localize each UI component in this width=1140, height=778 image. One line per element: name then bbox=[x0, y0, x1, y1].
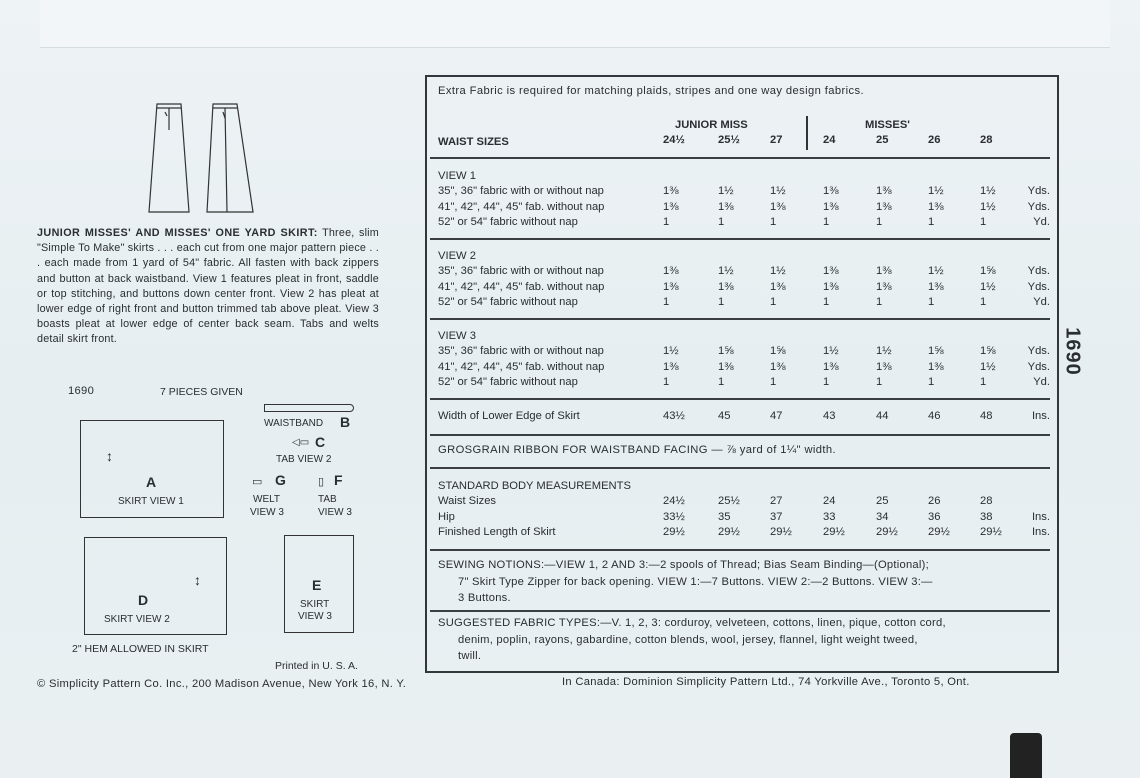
divider bbox=[430, 318, 1050, 320]
cell-value: 1⅜ bbox=[718, 200, 734, 213]
cell-value: 29½ bbox=[770, 526, 792, 538]
cell-value: 1½ bbox=[718, 265, 734, 277]
piece-a-letter: A bbox=[146, 474, 157, 490]
cell-value: 1 bbox=[718, 216, 725, 228]
fabric-types-line: denim, poplin, rayons, gabardine, cotton blends, wool, jersey, flannel, light weight tweed, bbox=[458, 633, 918, 646]
row-unit: Yd. bbox=[1033, 376, 1050, 388]
cell-value: 1 bbox=[980, 376, 987, 388]
cell-value: 1⅜ bbox=[770, 280, 786, 293]
divider bbox=[430, 398, 1050, 400]
size-header: 26 bbox=[928, 134, 941, 146]
cell-value: 1 bbox=[718, 376, 725, 388]
row-unit: Yd. bbox=[1033, 296, 1050, 308]
cell-value: 29½ bbox=[928, 526, 950, 538]
cell-value: 1⅜ bbox=[876, 265, 892, 277]
waist-sizes-label: WAIST SIZES bbox=[438, 136, 509, 148]
row-label: 41", 42", 44", 45" fab. without nap bbox=[438, 280, 605, 293]
welt-shape-icon: ▭ bbox=[252, 476, 263, 488]
cell-value: 1⅜ bbox=[663, 265, 679, 277]
piece-c-label: TAB VIEW 2 bbox=[276, 454, 332, 465]
sewing-notions-line: 3 Buttons. bbox=[458, 592, 511, 604]
row-unit: Yds. bbox=[1027, 360, 1050, 373]
cell-value: 1½ bbox=[770, 185, 786, 197]
cell-value: 1½ bbox=[928, 185, 944, 197]
cell-value: 1⅜ bbox=[718, 360, 734, 373]
row-label: Hip bbox=[438, 510, 455, 523]
row-label: 35", 36" fabric with or without nap bbox=[438, 265, 604, 277]
cell-value: 29½ bbox=[823, 526, 845, 538]
row-unit: Yds. bbox=[1027, 265, 1050, 277]
cell-value: 44 bbox=[876, 410, 889, 422]
tab-shape-icon: ◁▭ bbox=[292, 437, 310, 448]
cell-value: 1 bbox=[770, 296, 777, 308]
cell-value: 45 bbox=[718, 410, 731, 422]
row-label: Width of Lower Edge of Skirt bbox=[438, 410, 580, 422]
size-header: 25½ bbox=[718, 134, 740, 146]
cell-value: 1½ bbox=[928, 265, 944, 277]
cell-value: 1⅝ bbox=[980, 345, 996, 357]
cell-value: 1½ bbox=[770, 265, 786, 277]
cell-value: 1½ bbox=[718, 185, 734, 197]
cell-value: 1 bbox=[663, 216, 670, 228]
description-body: Three, slim "Simple To Make" skirts . . . each cut from one major pattern piece . . . each made from 1 yard of 54" fabric. All fasten with back zippers and button at back waistband. View 1 features pleat in front, saddle or top stitching, and buttons down center front. View 2 has pleat at lower edge of right front and button trimmed tab above pleat. View 3 boasts pleat at lower edge of center back seam. Tabs and welts detail skirt front. bbox=[37, 227, 379, 346]
cell-value: 1⅜ bbox=[928, 200, 944, 213]
grainline-arrow-icon: ↕ bbox=[106, 448, 113, 464]
cell-value: 1 bbox=[980, 216, 987, 228]
cell-value: 1⅝ bbox=[770, 345, 786, 357]
cell-value: 1⅜ bbox=[663, 200, 679, 213]
cell-value: 1⅜ bbox=[718, 280, 734, 293]
row-unit: Ins. bbox=[1031, 526, 1050, 538]
row-unit: Yd. bbox=[1033, 216, 1050, 228]
cell-value: 46 bbox=[928, 410, 941, 422]
cell-value: 1⅜ bbox=[663, 280, 679, 293]
cell-value: 29½ bbox=[876, 526, 898, 538]
cell-value: 1 bbox=[876, 296, 883, 308]
row-unit: Ins. bbox=[1031, 410, 1050, 422]
cell-value: 25 bbox=[876, 495, 889, 507]
size-header: 25 bbox=[876, 134, 889, 146]
row-label: Waist Sizes bbox=[438, 495, 497, 507]
piece-c-letter: C bbox=[315, 434, 326, 450]
row-label: 41", 42", 44", 45" fab. without nap bbox=[438, 360, 605, 373]
cell-value: 1 bbox=[770, 216, 777, 228]
cell-value: 1⅜ bbox=[928, 360, 944, 373]
cell-value: 1 bbox=[876, 376, 883, 388]
cell-value: 1½ bbox=[980, 185, 996, 197]
cell-value: 1 bbox=[770, 376, 777, 388]
envelope-tab bbox=[1010, 733, 1042, 778]
envelope-flap bbox=[40, 0, 1110, 48]
cell-value: 1½ bbox=[876, 345, 892, 357]
cell-value: 1 bbox=[980, 296, 987, 308]
sewing-notions-line: SEWING NOTIONS:—VIEW 1, 2 AND 3:—2 spools of Thread; Bias Seam Binding—(Optional); bbox=[438, 559, 929, 571]
cell-value: 1⅜ bbox=[663, 360, 679, 373]
cell-value: 1⅜ bbox=[876, 360, 892, 373]
piece-g-view: VIEW 3 bbox=[250, 507, 284, 518]
cell-value: 1½ bbox=[823, 345, 839, 357]
grainline-arrow-icon: ↕ bbox=[194, 572, 201, 588]
cell-value: 1⅜ bbox=[663, 185, 679, 197]
divider bbox=[430, 610, 1050, 612]
description-title: JUNIOR MISSES' AND MISSES' ONE YARD SKIRT: bbox=[37, 227, 318, 239]
piece-d-label: SKIRT VIEW 2 bbox=[104, 614, 170, 625]
piece-b-letter: B bbox=[340, 414, 351, 430]
cell-value: 26 bbox=[928, 495, 941, 507]
row-unit: Ins. bbox=[1031, 510, 1050, 523]
piece-f-letter: F bbox=[334, 472, 343, 488]
cell-value: 1½ bbox=[663, 345, 679, 357]
tab-f-shape-icon: ▯ bbox=[318, 476, 325, 488]
row-unit: Yds. bbox=[1027, 200, 1050, 213]
cell-value: 24½ bbox=[663, 495, 685, 507]
sewing-notions-line: 7" Skirt Type Zipper for back opening. VIEW 1:—7 Buttons. VIEW 2:—2 Buttons. VIEW 3:— bbox=[458, 575, 933, 588]
cell-value: 1 bbox=[663, 376, 670, 388]
skirt-illustration bbox=[145, 100, 260, 218]
header-note: Extra Fabric is required for matching plaids, stripes and one way design fabrics. bbox=[438, 85, 865, 97]
group-divider bbox=[806, 116, 808, 150]
grosgrain-note: GROSGRAIN RIBBON FOR WAISTBAND FACING — ⅞ yard of 1¼" width. bbox=[438, 444, 837, 456]
cell-value: 36 bbox=[928, 510, 941, 523]
side-pattern-number: 1690 bbox=[1061, 327, 1084, 376]
piece-f-view: VIEW 3 bbox=[318, 507, 352, 518]
divider bbox=[430, 238, 1050, 240]
cell-value: 1⅜ bbox=[770, 360, 786, 373]
cell-value: 1⅜ bbox=[823, 185, 839, 197]
printed-in: Printed in U. S. A. bbox=[275, 660, 358, 672]
canada-address: In Canada: Dominion Simplicity Pattern Ltd., 74 Yorkville Ave., Toronto 5, Ont. bbox=[562, 676, 970, 688]
pieces-given: 7 PIECES GIVEN bbox=[160, 386, 243, 398]
fabric-types-line: twill. bbox=[458, 650, 482, 662]
cell-value: 1½ bbox=[980, 360, 996, 373]
cell-value: 1 bbox=[928, 296, 935, 308]
cell-value: 38 bbox=[980, 510, 993, 523]
piece-d-letter: D bbox=[138, 592, 149, 608]
cell-value: 1⅜ bbox=[823, 200, 839, 213]
fabric-types-line: SUGGESTED FABRIC TYPES:—V. 1, 2, 3: corduroy, velveteen, cottons, linen, pique, cotton cord, bbox=[438, 617, 946, 629]
cell-value: 1 bbox=[823, 376, 830, 388]
divider bbox=[430, 467, 1050, 469]
row-unit: Yds. bbox=[1027, 345, 1050, 357]
cell-value: 35 bbox=[718, 510, 731, 523]
group-junior-miss: JUNIOR MISS bbox=[675, 119, 748, 131]
cell-value: 47 bbox=[770, 410, 783, 422]
cell-value: 1⅜ bbox=[876, 200, 892, 213]
row-unit: Yds. bbox=[1027, 185, 1050, 197]
row-label: Finished Length of Skirt bbox=[438, 526, 556, 538]
cell-value: 29½ bbox=[718, 526, 740, 538]
row-label: 41", 42", 44", 45" fab. without nap bbox=[438, 200, 605, 213]
piece-f-label: TAB bbox=[318, 494, 337, 505]
cell-value: 1⅝ bbox=[980, 265, 996, 277]
divider bbox=[430, 434, 1050, 436]
cell-value: 28 bbox=[980, 495, 993, 507]
cell-value: 33 bbox=[823, 510, 836, 523]
view-title: VIEW 3 bbox=[438, 330, 476, 342]
cell-value: 48 bbox=[980, 410, 993, 422]
cell-value: 29½ bbox=[663, 526, 685, 538]
cell-value: 1 bbox=[928, 216, 935, 228]
piece-e-letter: E bbox=[312, 577, 322, 593]
pattern-number: 1690 bbox=[68, 385, 95, 397]
cell-value: 37 bbox=[770, 510, 783, 523]
piece-b-label: WAISTBAND bbox=[264, 418, 324, 429]
piece-a-label: SKIRT VIEW 1 bbox=[118, 496, 184, 507]
cell-value: 1½ bbox=[980, 280, 996, 293]
cell-value: 33½ bbox=[663, 510, 685, 523]
row-label: 52" or 54" fabric without nap bbox=[438, 216, 578, 228]
cell-value: 34 bbox=[876, 510, 889, 523]
view-title: VIEW 2 bbox=[438, 250, 476, 262]
divider bbox=[430, 157, 1050, 159]
group-misses: MISSES' bbox=[865, 119, 910, 131]
cell-value: 1⅝ bbox=[928, 345, 944, 357]
row-label: 35", 36" fabric with or without nap bbox=[438, 345, 604, 357]
cell-value: 1⅜ bbox=[823, 280, 839, 293]
cell-value: 1½ bbox=[980, 200, 996, 213]
row-unit: Yds. bbox=[1027, 280, 1050, 293]
copyright: © Simplicity Pattern Co. Inc., 200 Madison Avenue, New York 16, N. Y. bbox=[37, 678, 407, 690]
cell-value: 1⅜ bbox=[876, 280, 892, 293]
hem-note: 2" HEM ALLOWED IN SKIRT bbox=[72, 643, 209, 655]
cell-value: 1 bbox=[663, 296, 670, 308]
piece-g-label: WELT bbox=[253, 494, 281, 505]
piece-e-view: VIEW 3 bbox=[298, 611, 332, 622]
cell-value: 1 bbox=[718, 296, 725, 308]
divider bbox=[430, 549, 1050, 551]
cell-value: 1⅜ bbox=[823, 360, 839, 373]
row-label: 52" or 54" fabric without nap bbox=[438, 376, 578, 388]
cell-value: 43 bbox=[823, 410, 836, 422]
cell-value: 1 bbox=[823, 296, 830, 308]
cell-value: 1⅜ bbox=[928, 280, 944, 293]
piece-e-label: SKIRT bbox=[300, 599, 330, 610]
cell-value: 1⅜ bbox=[770, 200, 786, 213]
cell-value: 29½ bbox=[980, 526, 1002, 538]
body-measurements-title: STANDARD BODY MEASUREMENTS bbox=[438, 480, 631, 492]
pattern-description bbox=[37, 226, 379, 348]
row-label: 52" or 54" fabric without nap bbox=[438, 296, 578, 308]
size-header: 24 bbox=[823, 134, 836, 146]
cell-value: 1 bbox=[928, 376, 935, 388]
size-header: 24½ bbox=[663, 134, 685, 146]
size-header: 27 bbox=[770, 134, 783, 146]
view-title: VIEW 1 bbox=[438, 170, 476, 182]
piece-b-waistband bbox=[264, 404, 354, 412]
cell-value: 1⅜ bbox=[876, 185, 892, 197]
size-header: 28 bbox=[980, 134, 993, 146]
cell-value: 1 bbox=[876, 216, 883, 228]
cell-value: 43½ bbox=[663, 410, 685, 422]
cell-value: 1⅝ bbox=[718, 345, 734, 357]
cell-value: 25½ bbox=[718, 495, 740, 507]
cell-value: 24 bbox=[823, 495, 836, 507]
cell-value: 1 bbox=[823, 216, 830, 228]
piece-g-letter: G bbox=[275, 472, 286, 488]
cell-value: 1⅜ bbox=[823, 265, 839, 277]
cell-value: 27 bbox=[770, 495, 783, 507]
row-label: 35", 36" fabric with or without nap bbox=[438, 185, 604, 197]
